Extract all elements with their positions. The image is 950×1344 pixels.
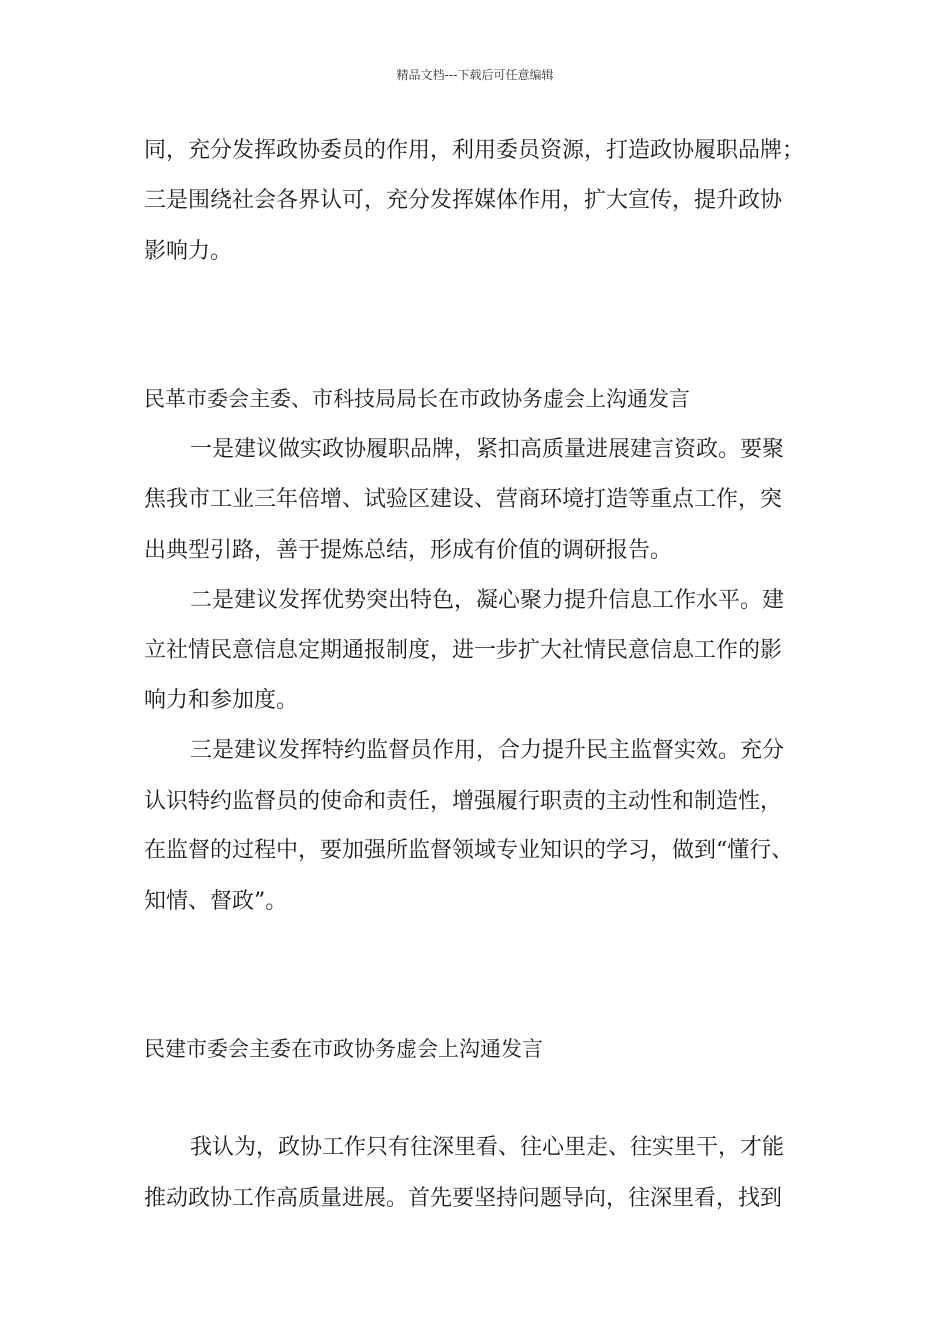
text-line: 二是建议发挥优势突出特色，凝心聚力提升信息工作水平。建 bbox=[190, 588, 785, 613]
text-line: 响力和参加度。 bbox=[144, 688, 299, 713]
text-line: 三是建议发挥特约监督员作用，合力提升民主监督实效。充分 bbox=[190, 738, 785, 763]
text-line: 焦我市工业三年倍增、试验区建设、营商环境打造等重点工作，突 bbox=[144, 487, 783, 512]
text-line: 立社情民意信息定期通报制度，进一步扩大社情民意信息工作的影 bbox=[144, 638, 783, 663]
text-line: 我认为，政协工作只有往深里看、往心里走、往实里干，才能 bbox=[190, 1135, 785, 1160]
text-line: 知情、督政”。 bbox=[144, 889, 288, 914]
text-line: 认识特约监督员的使命和责任，增强履行职责的主动性和制造性， bbox=[144, 789, 783, 814]
text-line: 影响力。 bbox=[144, 239, 233, 264]
text-line: 三是围绕社会各界认可，充分发挥媒体作用，扩大宣传，提升政协 bbox=[144, 188, 783, 213]
page-header: 精品文档---下载后可任意编辑 bbox=[396, 68, 554, 82]
text-line: 同，充分发挥政协委员的作用，利用委员资源，打造政协履职品牌； bbox=[144, 138, 805, 163]
text-line: 出典型引路，善于提炼总结，形成有价值的调研报告。 bbox=[144, 538, 673, 563]
text-line: 在监督的过程中，要加强所监督领域专业知识的学习，做到“懂行、 bbox=[144, 838, 794, 863]
section-heading: 民革市委会主委、市科技局局长在市政协务虚会上沟通发言 bbox=[144, 387, 690, 411]
text-line: 推动政协工作高质量进展。首先要坚持问题导向，往深里看，找到 bbox=[144, 1186, 783, 1211]
section-heading: 民建市委会主委在市政协务虚会上沟通发言 bbox=[144, 1037, 543, 1061]
text-line: 一是建议做实政协履职品牌，紧扣高质量进展建言资政。要聚 bbox=[190, 437, 785, 462]
